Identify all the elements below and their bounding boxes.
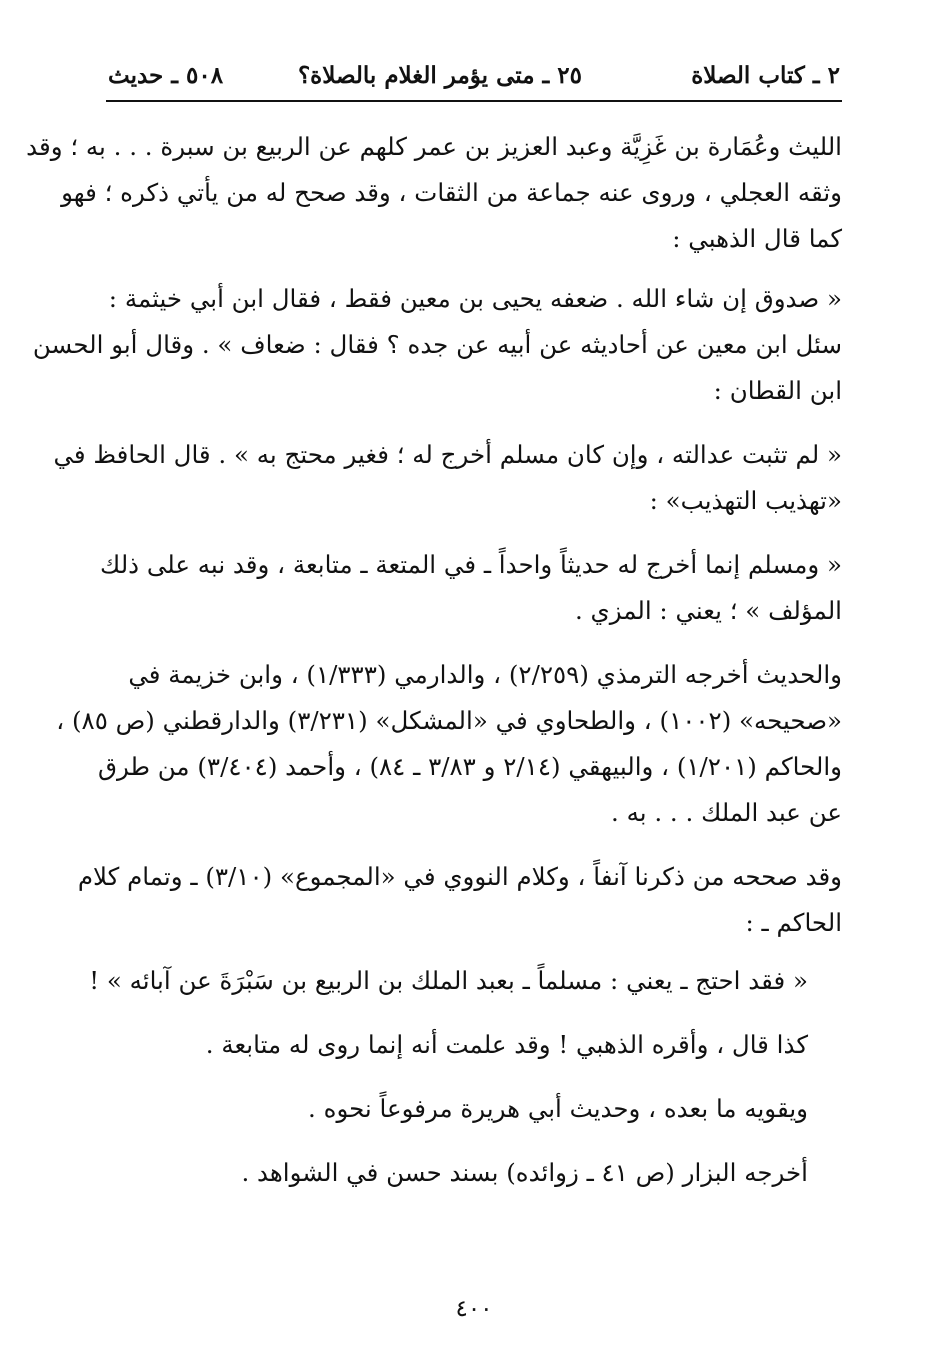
- paragraph-dhahabi-quote: [32, 276, 842, 414]
- paragraph-hafiz-quote: [100, 542, 842, 634]
- text-line: والحاكم (١/٢٠١) ، والبيهقي (٢/١٤ و ٣/٨٣ ـ ٨٤) ، وأحمد (٣/٤٠٤) من طرق: [97, 752, 842, 781]
- text-line: سئل ابن معين عن أحاديثه عن أبيه عن جده ؟ فقال : ضعاف » . وقال أبو الحسن: [32, 330, 842, 359]
- text-line: ويقويه ما بعده ، وحديث أبي هريرة مرفوعاً نحوه .: [308, 1094, 808, 1123]
- text-line: « لم تثبت عدالته ، وإن كان مسلم أخرج له ؛ فغير محتج به » . قال الحافظ في: [53, 440, 842, 469]
- text-line: « فقد احتج ـ يعني : مسلماً ـ بعبد الملك بن الربيع بن سَبْرَةَ عن آبائه » !: [89, 966, 808, 995]
- text-line: المؤلف » ؛ يعني : المزي .: [574, 596, 842, 625]
- chapter-title: ٢ ـ كتاب الصلاة: [691, 62, 840, 89]
- running-header: [108, 62, 840, 98]
- paragraph-takhrij: [56, 652, 842, 836]
- section-title: ٢٥ ـ متى يؤمر الغلام بالصلاة؟: [297, 62, 582, 89]
- text-line: أخرجه البزار (ص ٤١ ـ زوائده) بسند حسن في الشواهد .: [241, 1158, 808, 1187]
- text-line: كذا قال ، وأقره الذهبي ! وقد علمت أنه إنما روى له متابعة .: [205, 1030, 808, 1059]
- text-line: « صدوق إن شاء الله . ضعفه يحيى بن معين فقط ، فقال ابن أبي خيثمة :: [108, 284, 842, 313]
- hadith-number: ٥٠٨ ـ حديث: [108, 62, 224, 89]
- header-rule: [106, 100, 842, 102]
- text-line: الحاكم ـ :: [745, 908, 842, 937]
- text-line: وثقه العجلي ، وروى عنه جماعة من الثقات ، وقد صحح له من يأتي ذكره ؛ فهو: [61, 178, 842, 207]
- paragraph-bazzar: [108, 1150, 808, 1196]
- text-line: ابن القطان :: [713, 376, 842, 405]
- paragraph-narrators: [26, 124, 842, 262]
- text-line: والحديث أخرجه الترمذي (٢/٢٥٩) ، والدارمي (١/٣٣٣) ، وابن خزيمة في: [128, 660, 842, 689]
- page-number: ٤٠٠: [455, 1296, 493, 1322]
- paragraph-ibn-qattan-quote: [53, 432, 842, 524]
- paragraph-hakim-quote: [89, 958, 808, 1004]
- paragraph-comment: [108, 1022, 808, 1068]
- text-line: الليث وعُمَارة بن غَزِيَّة وعبد العزيز بن عمر كلهم عن الربيع بن سبرة . . . به ؛ وقد: [26, 132, 842, 161]
- text-line: « ومسلم إنما أخرج له حديثاً واحداً ـ في المتعة ـ متابعة ، وقد نبه على ذلك: [100, 550, 842, 579]
- text-line: كما قال الذهبي :: [672, 224, 842, 253]
- text-line: وقد صححه من ذكرنا آنفاً ، وكلام النووي في «المجموع» (٣/١٠) ـ وتمام كلام: [77, 862, 842, 891]
- text-line: «صحيحه» (١٠٠٢) ، والطحاوي في «المشكل» (٣/٢٣١) والدارقطني (ص ٨٥) ،: [56, 706, 842, 735]
- paragraph-support: [108, 1086, 808, 1132]
- paragraph-authentication: [77, 854, 842, 946]
- text-line: «تهذيب التهذيب» :: [649, 486, 842, 515]
- text-line: عن عبد الملك . . . به .: [611, 798, 842, 827]
